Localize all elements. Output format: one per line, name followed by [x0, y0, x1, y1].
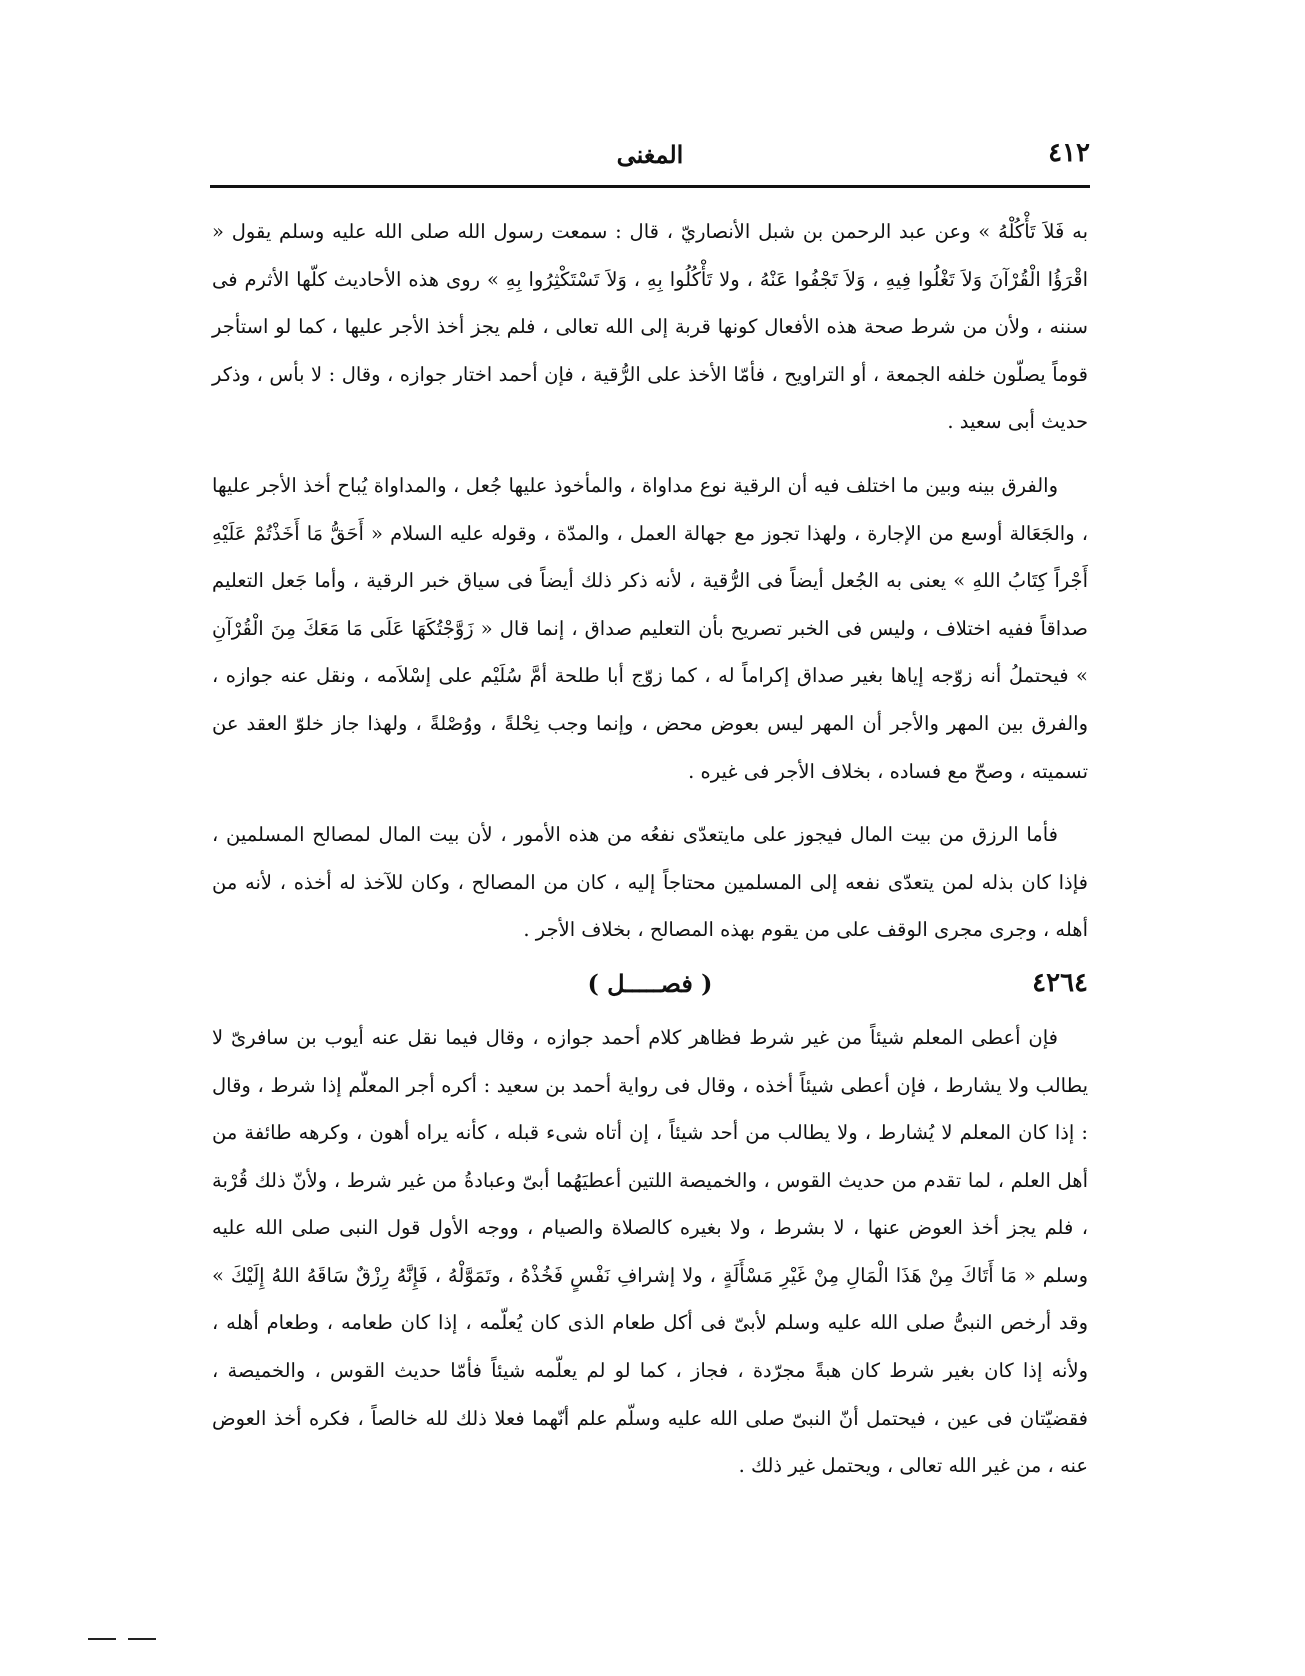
page-header — [210, 138, 1090, 178]
footer-dash-left — [88, 1638, 116, 1640]
paragraph-3: فأما الرزق من بيت المال فيجوز على مايتعدّى نفعُه من هذه الأمور ، لأن بيت المال لمصالح المسلمين ، فإذا كان بذله لمن يتعدّى نفعه إلى المسلمين محتاجاً إليه ، كان من المصالح ، وكان للآخذ له أخذه ، لأنه من أهله ، وجرى مجرى الوقف على من يقوم بهذه المصالح ، بخلاف الأجر . — [212, 823, 1088, 942]
section-paragraph-1: فإن أعطى المعلم شيئاً من غير شرط فظاهر كلام أحمد جوازه ، وقال فيما نقل عنه أيوب بن سافرىّ لا يطالب ولا يشارط ، فإن أعطى شيئاً أخذه ، وقال فى رواية أحمد بن سعيد : أكره أجر المعلّم إذا شرط ، وقال : إذا كان المعلم لا يُشارط ، ولا يطالب من أحد شيئاً ، إن أتاه شىء قبله ، كأنه يراه أهون ، وكرهه طائفة من أهل العلم ، لما تقدم من حديث القوس ، والخميصة اللتين أعطيَهُما أبىّ وعبادةُ من غير شرط ، ولأنّ ذلك قُرْبة ، فلم يجز أخذ العوض عنها ، لا بشرط ، ولا بغيره كالصلاة والصيام ، ووجه الأول قول النبى صلى الله عليه وسلم « مَا أَتَاكَ مِنْ هَذَا الْمَالِ مِنْ غَيْرِ مَسْأَلَةٍ ، ولا إشرافِ نَفْسٍ فَخُذْهُ ، وتَمَوَّلْهُ ، فَإِنَّهُ رِزْقٌ سَاقَهُ اللهُ إِلَيْكَ » وقد أرخص النبىُّ صلى الله عليه وسلم لأبىّ فى أكل طعام الذى كان يُعلّمه ، إذا كان طعامه ، وطعام أهله ، ولأنه إذا كان بغير شرط كان هبةً مجرّدة ، فجاز ، كما لو لم يعلّمه شيئاً فأمّا حديث القوس ، والخميصة ، فقضيّتان فى عين ، فيحتمل أنّ النبىّ صلى الله عليه وسلّم علم أنّهما فعلا ذلك لله خالصاً ، فكره أخذ العوض عنه ، من غير الله تعالى ، ويحتمل غير ذلك . — [212, 1025, 1088, 1478]
section-number: ٤٢٦٤ — [1032, 967, 1088, 998]
page-number: ٤١٢ — [1048, 138, 1090, 168]
header-rule — [210, 185, 1090, 188]
running-title: المغنى — [616, 140, 684, 169]
page-body — [212, 208, 1088, 1506]
paragraph-1: به فَلاَ تَأْكُلْهُ » وعن عبد الرحمن بن شبل الأنصاريّ ، قال : سمعت رسول الله صلى الله عليه وسلم يقول « اقْرَؤُا الْقُرْآنَ وَلاَ تَغْلُوا فِيهِ ، وَلاَ تَجْفُوا عَنْهُ ، ولا تَأْكُلُوا بِهِ ، وَلاَ تَسْتَكْثِرُوا بِهِ » روى هذه الأحاديث كلّها الأثرم فى سننه ، ولأن من شرط صحة هذه الأفعال كونها قربة إلى الله تعالى ، فلم يجز أخذ الأجر عليها ، كما لو استأجر قوماً يصلّون خلفه الجمعة ، أو التراويح ، فأمّا الأخذ على الرُّقية ، فإن أحمد اختار جوازه ، وقال : لا بأس ، وذكر حديث أبى سعيد . — [212, 220, 1088, 434]
paragraph-2: والفرق بينه وبين ما اختلف فيه أن الرقية نوع مداواة ، والمأخوذ عليها جُعل ، والمداواة يُباح أخذ الأجر عليها ، والجَعَالة أوسع من الإجارة ، ولهذا تجوز مع جهالة العمل ، والمدّة ، وقوله عليه السلام « أَحَقُّ مَا أَخَذْتُمْ عَلَيْهِ أَجْراً كِتَابُ اللهِ » يعنى به الجُعل أيضاً فى الرُّقية ، لأنه ذكر ذلك أيضاً فى سياق خبر الرقية ، وأما جَعل التعليم صداقاً ففيه اختلاف ، وليس فى الخبر تصريح بأن التعليم صداق ، إنما قال « زَوَّجْتُكَهَا عَلَى مَا مَعَكَ مِنَ الْقُرْآنِ » فيحتملُ أنه زوّجه إياها بغير صداق إكراماً له ، كما زوّج أبا طلحة أمَّ سُلَيْم على إسْلاَمه ، ونقل عنه جوازه ، والفرق بين المهر والأجر أن المهر ليس بعوض محض ، وإنما وجب نِحْلةً ، ووُصْلةً ، ولهذا جاز خلوّ العقد عن تسميته ، وصحّ مع فساده ، بخلاف الأجر فى غيره . — [212, 473, 1088, 783]
footer-dash-right — [128, 1638, 156, 1640]
section-title: ( فصـــــل ) — [587, 968, 713, 998]
section-heading — [212, 960, 1088, 1008]
